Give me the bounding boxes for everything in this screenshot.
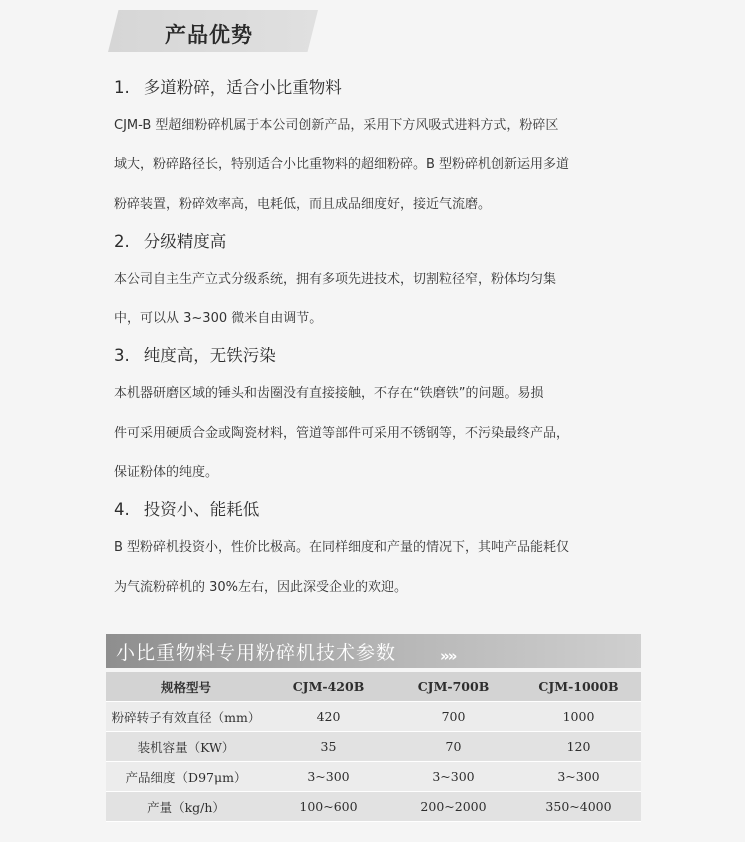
paragraph-line: 为气流粉碎机的 30%左右，因此深受企业的欢迎。	[114, 579, 408, 595]
section-3	[114, 338, 642, 492]
paragraph-line: 中，可以从 3~300 微米自由调节。	[114, 311, 323, 327]
table-row	[106, 732, 641, 762]
section-title: 投资小、能耗低	[143, 500, 260, 520]
paragraph-line: 保证粉体的纯度。	[114, 465, 219, 481]
section-2	[114, 224, 642, 339]
column-header: 规格型号	[106, 672, 266, 702]
spec-table	[106, 672, 641, 822]
table-cell: 350~4000	[516, 792, 641, 822]
paragraph-line: 本机器研磨区域的锤头和齿圈没有直接接触，不存在“铁磨铁”的问题。易损	[114, 386, 544, 402]
advantages-content	[114, 70, 642, 607]
table-cell: 70	[391, 732, 516, 762]
section-heading	[114, 224, 642, 260]
section-1	[114, 70, 642, 224]
paragraph-line: 本公司自主生产立式分级系统，拥有多项先进技术，切割粒径窄，粉体均匀集	[114, 271, 557, 287]
section-heading	[114, 70, 642, 106]
section-number: 4.	[114, 500, 130, 520]
table-cell: 3~300	[266, 762, 391, 792]
table-cell: 产量（kg/h）	[106, 792, 266, 822]
section-title: 多道粉碎，适合小比重物料	[143, 78, 342, 97]
section-heading	[114, 338, 642, 374]
table-header-row	[106, 672, 641, 702]
section-title: 分级精度高	[143, 231, 227, 251]
paragraph-line: B 型粉碎机投资小，性价比极高。在同样细度和产量的情况下，其吨产品能耗仅	[114, 540, 570, 556]
paragraph-line: 件可采用硬质合金或陶瓷材料，管道等部件可采用不锈钢等，不污染最终产品，	[114, 425, 570, 441]
table-cell: 产品细度（D97μm）	[106, 762, 266, 792]
table-cell: 1000	[516, 702, 641, 732]
paragraph-line: 域大，粉碎路径长，特别适合小比重物料的超细粉碎。B 型粉碎机创新运用多道	[114, 157, 570, 173]
section-heading	[114, 492, 642, 528]
section-number: 1.	[114, 78, 130, 97]
table-row	[106, 762, 641, 792]
paragraph-line: 粉碎装置，粉碎效率高，电耗低，而且成品细度好，接近气流磨。	[114, 196, 492, 212]
section-number: 3.	[114, 346, 130, 366]
paragraph-line: CJM-B 型超细粉碎机属于本公司创新产品，采用下方风吸式进料方式，粉碎区	[114, 118, 559, 133]
section-title: 纯度高，无铁污染	[143, 346, 276, 366]
table-cell: 120	[516, 732, 641, 762]
spec-table-header	[106, 634, 641, 668]
table-cell: 700	[391, 702, 516, 732]
column-header: CJM-1000B	[516, 672, 641, 702]
table-cell: 200~2000	[391, 792, 516, 822]
spec-table-title: 小比重物料专用粉碎机技术参数	[116, 642, 397, 664]
table-cell: 420	[266, 702, 391, 732]
table-cell: 装机容量（KW）	[106, 732, 266, 762]
column-header: CJM-420B	[266, 672, 391, 702]
table-row	[106, 792, 641, 822]
chevron-right-icon: »»	[440, 647, 456, 665]
table-cell: 3~300	[391, 762, 516, 792]
table-row	[106, 702, 641, 732]
page-title: 产品优势	[165, 23, 253, 47]
table-cell: 100~600	[266, 792, 391, 822]
table-cell: 35	[266, 732, 391, 762]
section-4	[114, 492, 642, 607]
table-cell: 粉碎转子有效直径（mm）	[106, 702, 266, 732]
section-number: 2.	[114, 231, 130, 251]
column-header: CJM-700B	[391, 672, 516, 702]
table-cell: 3~300	[516, 762, 641, 792]
